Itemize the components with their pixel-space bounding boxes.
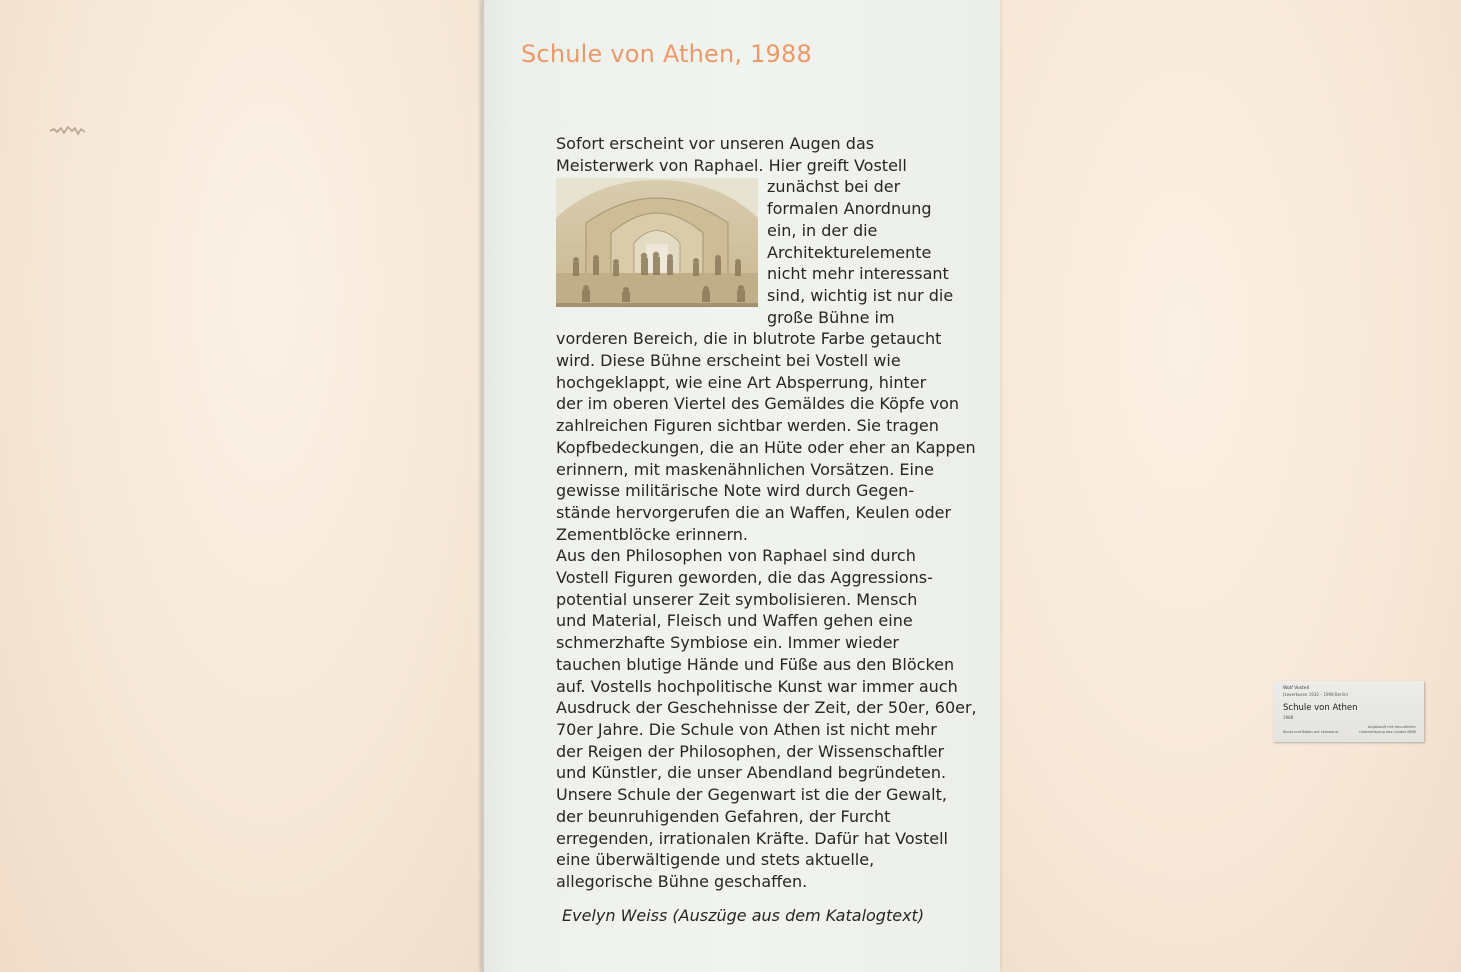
body-line: Ausdruck der Geschehnisse der Zeit, der 50er, 60er, xyxy=(556,698,977,718)
body-line: potential unserer Zeit symbolisieren. Mensch xyxy=(556,589,918,609)
body-line: erinnern, mit maskenähnlichen Vorsätzen. Eine xyxy=(556,459,934,479)
body-line: schmerzhafte Symbiose ein. Immer wieder xyxy=(556,633,899,653)
body-line: Vostell Figuren geworden, die das Aggressions- xyxy=(556,568,933,588)
body-line: allegorische Bühne geschaffen. xyxy=(556,871,808,891)
body-line: nicht mehr interessant xyxy=(767,264,949,284)
body-line: formalen Anordnung xyxy=(767,199,932,219)
label-life-dates: (Leverkusen 1932 – 1998 Berlin) xyxy=(1283,692,1349,697)
label-credit xyxy=(1359,725,1416,735)
body-line: zunächst bei der xyxy=(767,177,901,197)
body-line: Sofort erscheint vor unseren Augen das xyxy=(556,134,875,153)
body-line: Aus den Philosophen von Raphael sind durch xyxy=(556,546,916,566)
body-line: der beunruhigenden Gefahren, der Furcht xyxy=(556,806,891,826)
label-medium: Kunst und Beton auf Leinwand xyxy=(1283,730,1338,734)
body-line: hochgeklappt, wie eine Art Absperrung, hinter xyxy=(556,372,927,392)
wall-right xyxy=(998,0,1461,972)
body-line: vorderen Bereich, die in blutrote Farbe getaucht xyxy=(556,329,942,349)
author-signature: Evelyn Weiss (Auszüge aus dem Katalogtext) xyxy=(562,906,925,925)
panel-title: Schule von Athen, 1988 xyxy=(521,40,812,68)
panel-body xyxy=(556,133,977,893)
body-line: und Material, Fleisch und Waffen gehen eine xyxy=(556,611,913,631)
body-line: Kopfbedeckungen, die an Hüte oder eher an Kappen xyxy=(556,437,976,457)
body-line: und Künstler, die unser Abendland begründeten. xyxy=(556,763,947,783)
label-artist: Wolf Vostell xyxy=(1283,686,1310,691)
body-line: erregenden, irrationalen Kräfte. Dafür hat Vostell xyxy=(556,828,948,848)
body-line: wird. Diese Bühne erscheint bei Vostell wie xyxy=(556,351,901,371)
body-line: der Reigen der Philosophen, der Wissenschaftler xyxy=(556,741,945,761)
label-credit-line: Unterstützung des Landes NRW xyxy=(1359,730,1416,734)
body-line: ein, in der die xyxy=(767,220,878,240)
artwork-label xyxy=(1273,681,1424,742)
body-line: auf. Vostells hochpolitische Kunst war immer auch xyxy=(556,676,958,696)
body-line: stände hervorgerufen die an Waffen, Keulen oder xyxy=(556,502,952,522)
body-line: der im oberen Viertel des Gemäldes die Köpfe von xyxy=(556,394,960,414)
wall-left xyxy=(0,0,484,972)
body-line: große Bühne im xyxy=(767,307,895,327)
body-line: Zementblöcke erinnern. xyxy=(556,524,748,544)
raphael-school-of-athens-image xyxy=(556,178,758,309)
body-line: zahlreichen Figuren sichtbar werden. Sie tragen xyxy=(556,416,939,436)
image-text-block xyxy=(556,176,956,328)
text-panel xyxy=(482,0,1000,972)
body-line: Architekturelemente xyxy=(767,242,932,262)
body-line: 70er Jahre. Die Schule von Athen ist nicht mehr xyxy=(556,719,937,739)
body-line: Meisterwerk von Raphael. Hier greift Vostell xyxy=(556,155,907,175)
body-line: tauchen blutige Hände und Füße aus den Blöcken xyxy=(556,654,955,674)
label-credit-line: Angekauft mit freundlicher xyxy=(1367,725,1416,729)
body-line: Unsere Schule der Gegenwart ist die der Gewalt, xyxy=(556,785,947,805)
body-line: sind, wichtig ist nur die xyxy=(767,285,954,305)
body-line: gewisse militärische Note wird durch Gegen- xyxy=(556,481,915,501)
wall-smudge xyxy=(48,123,88,137)
label-title: Schule von Athen xyxy=(1283,703,1358,713)
body-line: eine überwältigende und stets aktuelle, xyxy=(556,850,875,870)
label-year: 1988 xyxy=(1283,715,1294,720)
